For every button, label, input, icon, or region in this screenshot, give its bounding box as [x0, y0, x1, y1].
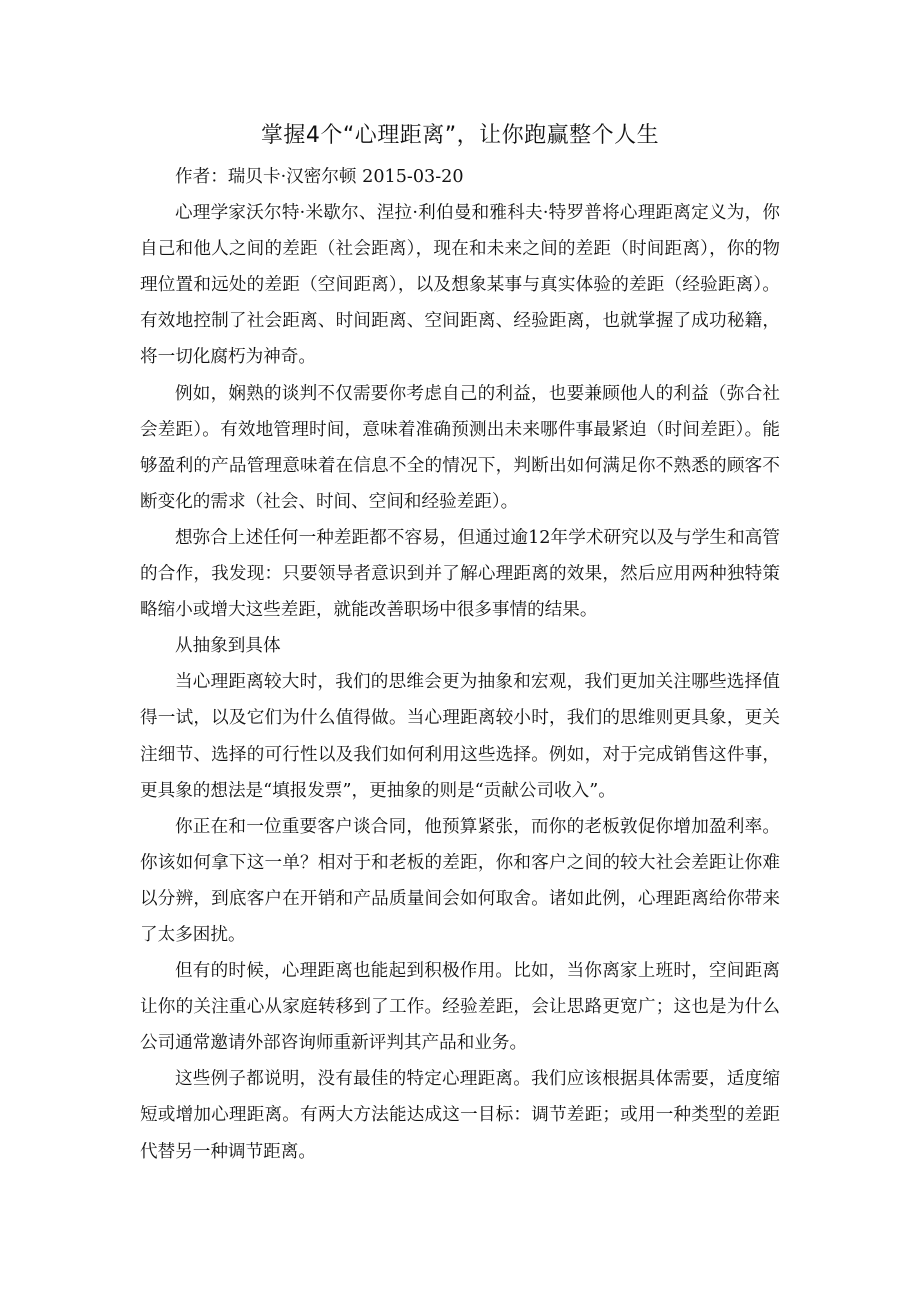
paragraph-abstract-concrete: 当心理距离较大时，我们的思维会更为抽象和宏观，我们更加关注哪些选择值得一试，以及它们为什么值得做。当心理距离较小时，我们的思维则更具象，更关注细节、选择的可行性以及我们如何利用这些选择。例如，对于完成销售这件事，更具象的想法是“填报发票”，更抽象的则是“贡献公司收入”。: [140, 672, 780, 801]
article-title: 掌握4个“心理距离”，让你跑赢整个人生: [260, 123, 660, 148]
section-heading: 从抽象到具体: [175, 636, 281, 657]
paragraph-examples: 例如，娴熟的谈判不仅需要你考虑自己的利益，也要兼顾他人的利益（弥合社会差距）。有效地管理时间，意味着准确预测出未来哪件事最紧迫（时间差距）。能够盈利的产品管理意味着在信息不全的情况下，判断出如何满足你不熟悉的顾客不断变化的需求（社会、时间、空间和经验差距）。: [140, 383, 780, 512]
paragraph-positive-effect: 但有的时候，心理距离也能起到积极作用。比如，当你离家上班时，空间距离让你的关注重心从家庭转移到了工作。经验差距，会让思路更宽广；这也是为什么公司通常邀请外部咨询师重新评判其产品和业务。: [140, 961, 780, 1054]
paragraph-definition: 心理学家沃尔特·米歇尔、涅拉·利伯曼和雅科夫·特罗普将心理距离定义为，你自己和他人之间的差距（社会距离），现在和未来之间的差距（时间距离），你的物理位置和远处的差距（空间距离），以及想象某事与真实体验的差距（经验距离）。有效地控制了社会距离、时间距离、空间距离、经验距离，也就掌握了成功秘籍，将一切化腐朽为神奇。: [140, 203, 780, 368]
paragraph-conclusion: 这些例子都说明，没有最佳的特定心理距离。我们应该根据具体需要，适度缩短或增加心理距离。有两大方法能达成这一目标：调节差距；或用一种类型的差距代替另一种调节距离。: [140, 1069, 780, 1162]
paragraph-research: 想弥合上述任何一种差距都不容易，但通过逾12年学术研究以及与学生和高管的合作，我发现：只要领导者意识到并了解心理距离的效果，然后应用两种独特策略缩小或增大这些差距，就能改善职场中很多事情的结果。: [140, 527, 780, 621]
article-body: [140, 159, 780, 1170]
paragraph-client-negotiation: 你正在和一位重要客户谈合同，他预算紧张，而你的老板敦促你增加盈利率。你该如何拿下这一单？相对于和老板的差距，你和客户之间的较大社会差距让你难以分辨，到底客户在开销和产品质量间会如何取舍。诸如此例，心理距离给你带来了太多困扰。: [140, 816, 780, 945]
article-byline: 作者：瑞贝卡·汉密尔顿 2015-03-20: [175, 167, 464, 187]
